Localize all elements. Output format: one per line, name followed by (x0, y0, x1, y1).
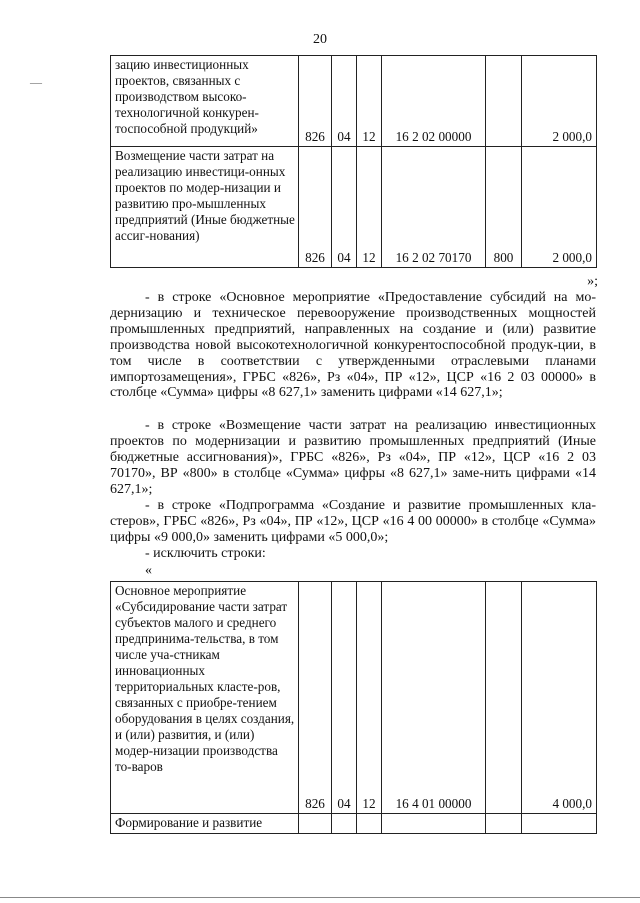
cell-csr: 16 2 02 00000 (382, 56, 486, 147)
cell-rz: 04 (332, 147, 357, 268)
table-row (111, 814, 597, 834)
cell-rz (332, 814, 357, 834)
cell-name: зацию инвестиционных проектов, связанных с производством высоко-технологичной конкурен-тоспособной продукций» (111, 56, 299, 147)
cell-pr (357, 814, 382, 834)
cell-sum: 4 000,0 (522, 582, 597, 814)
budget-table-bottom (110, 581, 597, 834)
scan-edge-line (0, 897, 640, 898)
cell-pr: 12 (357, 582, 382, 814)
cell-vr: 800 (486, 147, 522, 268)
cell-grbs: 826 (299, 147, 332, 268)
paragraph: - исключить строки: (145, 546, 266, 561)
table-row (111, 147, 597, 268)
opening-quote: « (145, 563, 152, 578)
cell-sum: 2 000,0 (522, 56, 597, 147)
paragraph: - в строке «Подпрограмма «Создание и развитие промышленных кла-стеров», ГРБС «826», Рз «04», ПР «12», ЦСР «16 4 00 00000» в столбце «Сумма» цифры «9 000,0» заменить цифрами «5 000,0»; (110, 498, 596, 545)
closing-quote: »; (587, 274, 598, 289)
cell-rz: 04 (332, 582, 357, 814)
cell-vr (486, 814, 522, 834)
page-number: 20 (313, 32, 327, 47)
cell-sum (522, 814, 597, 834)
paragraph: - в строке «Возмещение части затрат на реализацию инвестиционных проектов по модернизации и развитию промышленных предприятий (Иные бюджетные ассигнования)», ГРБС «826», Рз «04», ПР «12», ЦСР «16 2 03 70170», ВР «800» в столбце «Сумма» цифры «8 627,1» заме-нить цифрами «14 627,1»; (110, 418, 596, 497)
cell-csr (382, 814, 486, 834)
margin-mark: — (30, 75, 42, 89)
paragraph: - в строке «Основное мероприятие «Предоставление субсидий на мо-дернизацию и техническое перевооружение производственных мощностей промышленных предприятий, направленных на создание и (или) развитие производства новой высокотехнологичной конкурентоспособной продук-ции, в том числе в соответствии с утвержденными отраслевыми планами импортозамещения», ГРБС «826», Рз «04», ПР «12», ЦСР «16 2 03 00000» в столбце «Сумма» цифры «8 627,1» заменить цифрами «14 627,1»; (110, 290, 596, 401)
cell-vr (486, 56, 522, 147)
cell-pr: 12 (357, 56, 382, 147)
budget-table-top (110, 55, 597, 268)
cell-grbs (299, 814, 332, 834)
cell-pr: 12 (357, 147, 382, 268)
cell-name: Возмещение части затрат на реализацию инвестици-онных проектов по модер-низации и развитию про-мышленных предприятий (Иные бюджетные ассиг-нования) (111, 147, 299, 268)
cell-csr: 16 2 02 70170 (382, 147, 486, 268)
cell-vr (486, 582, 522, 814)
cell-rz: 04 (332, 56, 357, 147)
table-row (111, 56, 597, 147)
cell-name: Основное мероприятие «Субсидирование части затрат субъектов малого и среднего предпринима-тельства, в том числе уча-стникам инновационных территориальных класте-ров, связанных с приобре-тением оборудования в целях создания, и (или) развития, и (или) модер-низации производства то-варов (111, 582, 299, 814)
cell-grbs: 826 (299, 582, 332, 814)
cell-sum: 2 000,0 (522, 147, 597, 268)
cell-csr: 16 4 01 00000 (382, 582, 486, 814)
cell-name: Формирование и развитие (111, 814, 299, 834)
table-row (111, 582, 597, 814)
cell-grbs: 826 (299, 56, 332, 147)
